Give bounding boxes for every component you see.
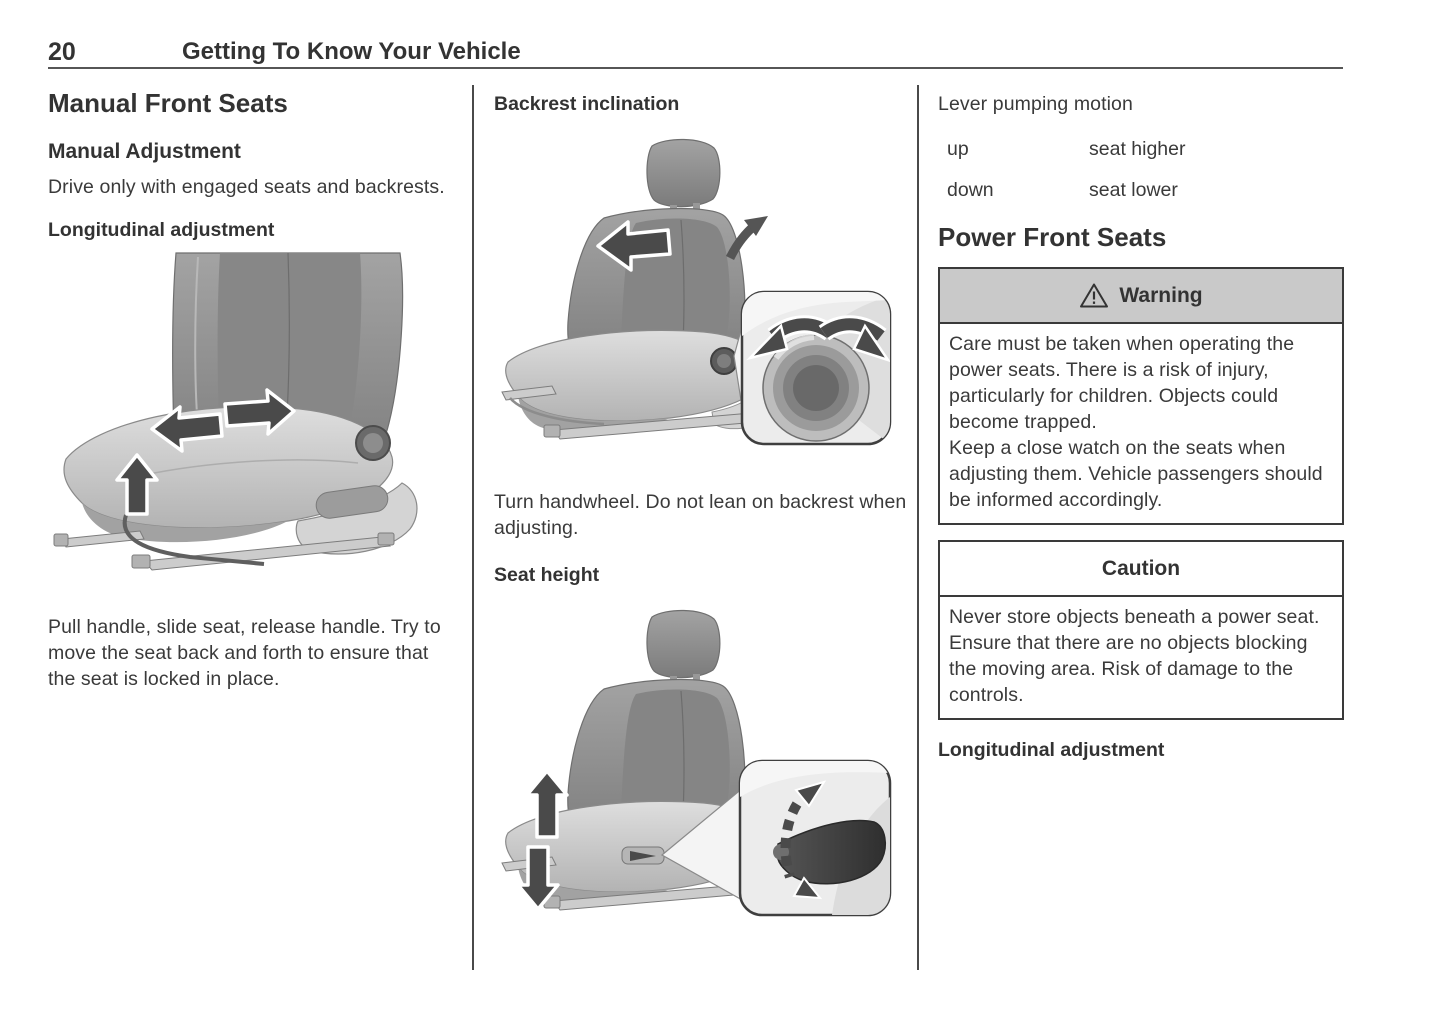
table-row bbox=[938, 136, 1344, 162]
figure-backrest-inclination bbox=[494, 130, 908, 469]
figure-label-longitudinal-power: Longitudinal adjustment bbox=[938, 739, 1165, 761]
backrest-instructions: Turn handwheel. Do not lean on backrest when adjusting. bbox=[494, 491, 907, 539]
lever-result: seat lower bbox=[1089, 179, 1178, 201]
figure-seat-height bbox=[494, 601, 908, 940]
chapter-title: Getting To Know Your Vehicle bbox=[182, 38, 521, 65]
lever-action: up bbox=[947, 138, 969, 160]
lever-result: seat higher bbox=[1089, 138, 1186, 160]
column-divider-right bbox=[917, 85, 919, 970]
warning-paragraph: Keep a close watch on the seats when adjusting them. Vehicle passengers should be informed accordingly. bbox=[949, 437, 1323, 511]
warning-header bbox=[940, 269, 1342, 324]
caution-body bbox=[940, 597, 1342, 718]
seat-headrest bbox=[647, 610, 720, 690]
warning-title: Warning bbox=[1119, 283, 1203, 307]
lever-pumping-label: Lever pumping motion bbox=[938, 93, 1133, 115]
figure-label-longitudinal: Longitudinal adjustment bbox=[48, 219, 275, 241]
figure-label-backrest-inclination: Backrest inclination bbox=[494, 93, 680, 115]
longitudinal-instructions: Pull handle, slide seat, release handle. Try to move the seat back and forth to ensure that the seat is locked in place. bbox=[48, 616, 441, 690]
figure-label-seat-height: Seat height bbox=[494, 564, 600, 586]
column-power-front-seats bbox=[938, 85, 1344, 763]
lever-motion-table bbox=[938, 136, 1344, 203]
caution-paragraph: Never store objects beneath a power seat. Ensure that there are no objects blocking the moving area. Risk of damage to the controls. bbox=[949, 606, 1320, 706]
column-divider-left bbox=[472, 85, 474, 970]
header-rule bbox=[48, 67, 1343, 69]
section-title-power-front-seats: Power Front Seats bbox=[938, 222, 1167, 252]
page-number: 20 bbox=[48, 38, 76, 66]
warning-box bbox=[938, 267, 1344, 525]
warning-triangle-icon bbox=[1079, 282, 1109, 309]
handwheel-inset bbox=[742, 292, 890, 444]
warning-body bbox=[940, 324, 1342, 523]
seat-height-adjustment-illustration bbox=[494, 601, 908, 935]
column-figures bbox=[494, 85, 908, 940]
seat-headrest bbox=[647, 139, 720, 219]
seat-backrest-inclination-illustration bbox=[494, 130, 908, 464]
seat-longitudinal-adjustment-illustration bbox=[48, 251, 450, 586]
section-title-manual-front-seats: Manual Front Seats bbox=[48, 88, 288, 118]
table-row bbox=[938, 177, 1344, 203]
lever-action: down bbox=[947, 179, 994, 201]
warning-paragraph: Care must be taken when operating the power seats. There is a risk of injury, particularly for children. Objects could become trapped. bbox=[949, 333, 1295, 433]
caution-header bbox=[940, 542, 1342, 597]
caution-title: Caution bbox=[1101, 556, 1181, 580]
manual-adjustment-intro: Drive only with engaged seats and backrests. bbox=[48, 176, 445, 198]
subsection-title-manual-adjustment: Manual Adjustment bbox=[48, 140, 241, 163]
figure-longitudinal-adjustment bbox=[48, 251, 460, 591]
pump-lever-inset bbox=[740, 761, 890, 915]
recliner-handwheel bbox=[711, 348, 737, 374]
column-manual-front-seats bbox=[48, 85, 460, 692]
caution-box bbox=[938, 540, 1344, 720]
